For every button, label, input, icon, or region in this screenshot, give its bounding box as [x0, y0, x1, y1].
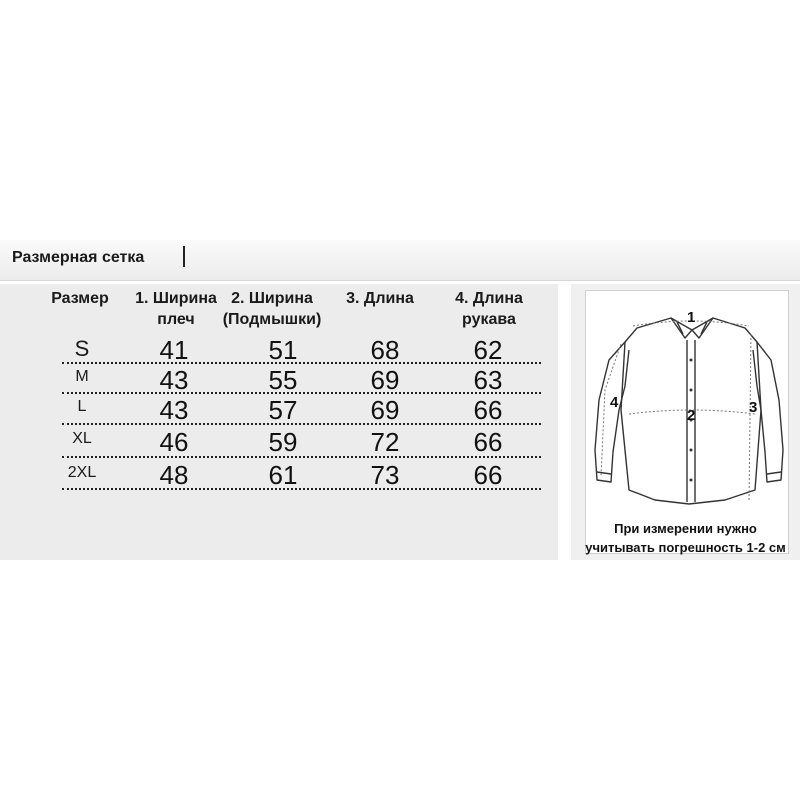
table-cell: 69 — [370, 365, 400, 395]
table-cell: 43 — [159, 365, 189, 395]
measure-label-2: 2 — [687, 407, 696, 424]
measure-label-4: 4 — [610, 394, 619, 411]
size-label: S — [74, 336, 90, 361]
size-label: 2XL — [67, 464, 97, 481]
table-cell: 68 — [370, 335, 400, 365]
col-header-size — [40, 288, 120, 309]
shirt-diagram — [585, 290, 787, 552]
measurement-note-line1: При измерении нужно — [614, 521, 757, 536]
col-header-length — [335, 288, 425, 309]
table-cell: 62 — [473, 335, 503, 365]
measurement-note-line2: учитывать погрешность 1-2 см — [585, 540, 786, 555]
table-cell: 48 — [159, 460, 189, 490]
table-cell: 73 — [370, 460, 400, 490]
table-cell: 72 — [370, 427, 400, 457]
col-header-shoulder — [126, 288, 226, 330]
table-cell: 55 — [268, 365, 298, 395]
col-header-chest — [212, 288, 332, 330]
table-cell: 61 — [268, 460, 298, 490]
table-cell: 66 — [473, 395, 503, 425]
col-header-shoulder-line1: 1. Ширина — [135, 290, 217, 307]
table-cell: 57 — [268, 395, 298, 425]
col-header-length-line1: 3. Длина — [346, 290, 414, 307]
table-cell: 66 — [473, 460, 503, 490]
header-bar — [0, 240, 800, 281]
size-label: M — [75, 368, 89, 385]
table-cell: 51 — [268, 335, 298, 365]
row-divider — [62, 392, 541, 394]
row-divider — [62, 456, 541, 458]
col-header-sleeve-line2: рукава — [462, 311, 516, 328]
row-divider — [62, 488, 541, 490]
table-cell: 41 — [159, 335, 189, 365]
row-divider — [62, 423, 541, 425]
table-cell: 59 — [268, 427, 298, 457]
table-cell: 66 — [473, 427, 503, 457]
col-header-sleeve-line1: 4. Длина — [455, 290, 523, 307]
table-cell: 63 — [473, 365, 503, 395]
col-header-chest-line1: 2. Ширина — [231, 290, 313, 307]
col-header-sleeve — [434, 288, 544, 330]
col-header-chest-line2: (Подмышки) — [222, 311, 322, 328]
page-title: Размерная сетка — [12, 249, 145, 266]
col-header-size-line1: Размер — [51, 290, 109, 307]
measure-label-3: 3 — [749, 399, 758, 416]
table-cell: 43 — [159, 395, 189, 425]
table-cell: 69 — [370, 395, 400, 425]
title-divider — [183, 246, 185, 267]
col-header-shoulder-line2: плеч — [157, 311, 195, 328]
row-divider — [62, 362, 541, 364]
size-label: XL — [72, 430, 92, 447]
size-label: L — [77, 398, 87, 415]
table-cell: 46 — [159, 427, 189, 457]
measure-label-1: 1 — [687, 309, 696, 326]
